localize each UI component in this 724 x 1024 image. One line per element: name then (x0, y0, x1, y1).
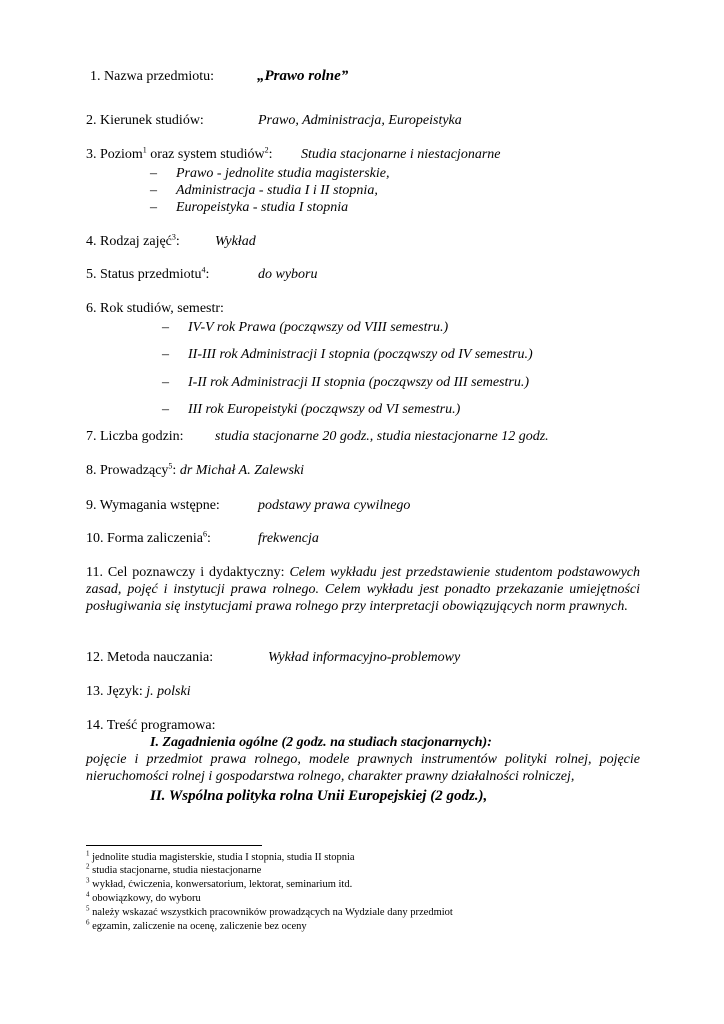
item-14-label: 14. Treść programowa: (86, 718, 216, 733)
item-3-label-end: : (268, 147, 273, 162)
item-3-label: 3. Poziom (86, 147, 143, 162)
item-3-label-mid: oraz system studiów (146, 147, 265, 162)
item-9-label: 9. Wymagania wstępne: (86, 498, 220, 513)
item-13-label: 13. Język: (86, 684, 147, 699)
item-11-label: 11. Cel poznawczy i dydaktyczny: (86, 565, 285, 580)
item-2-label: 2. Kierunek studiów: (86, 113, 204, 128)
item-2 (86, 112, 462, 129)
item-1-label: 1. Nazwa przedmiotu: (90, 69, 215, 84)
level-bullet: – Europeistyka - studia I stopnia (150, 200, 349, 215)
item-3-value: Studia stacjonarne i niestacjonarne (301, 147, 501, 162)
year-bullet: – I-II rok Administracji II stopnia (począwszy od III semestru.) (162, 375, 530, 390)
item-12-label: 12. Metoda nauczania: (86, 650, 214, 665)
item-9-value: podstawy prawa cywilnego (258, 498, 411, 513)
item-1 (90, 68, 349, 85)
section-heading-2: II. Wspólna polityka rolna Unii Europejskiej (2 godz.), (150, 788, 488, 804)
item-4: 4. Rodzaj zajęć$^3$: Wykład (86, 232, 256, 249)
item-4-label: 4. Rodzaj zajęć (86, 234, 172, 249)
item-12 (86, 649, 461, 666)
item-8-label: 8. Prowadzący (86, 463, 169, 478)
item-10: 10. Forma zaliczenia$^6$: frekwencja (86, 529, 319, 546)
item-7-value: studia stacjonarne 20 godz., studia niestacjonarne 12 godz. (215, 429, 549, 444)
level-bullet: – Prawo - jednolite studia magisterskie, (150, 166, 390, 181)
year-bullet: – III rok Europeistyki (począwszy od VI semestru.) (162, 402, 461, 417)
year-bullet: – II-III rok Administracji I stopnia (począwszy od IV semestru.) (162, 347, 533, 362)
footnote-ref-1: 1 (142, 145, 147, 155)
footnote-6: $^6$ egzamin, zaliczenie na ocenę, zaliczenie bez oceny (86, 918, 307, 932)
footnote-5: $^5$ należy wskazać wszystkich pracowników prowadzących na Wydziale dany przedmiot (86, 904, 453, 918)
item-5-label: 5. Status przedmiotu (86, 267, 202, 282)
item-13-value: j. polski (146, 684, 191, 699)
item-8: 8. Prowadzący$^5$: dr Michał A. Zalewski (86, 461, 304, 478)
item-8-value: dr Michał A. Zalewski (179, 463, 304, 478)
footnote-ref-3: 3 (171, 232, 176, 242)
item-4-value: Wykład (215, 234, 256, 249)
item-10-value: frekwencja (258, 531, 319, 546)
item-11-value: Celem wykładu jest przedstawienie studentom podstawowych zasad, pojęć i instytucji prawa rolnego. Celem wykładu jest ponadto przekazanie umiejętności posługiwania się instytucjami prawa rolnego przy interpretacji obowiązujących norm prawnych. (86, 565, 641, 614)
footnote-2: $^2$ studia stacjonarne, studia niestacjonarne (86, 862, 262, 876)
section-heading-1: I. Zagadnienia ogólne (2 godz. na studiach stacjonarnych): (150, 735, 492, 750)
item-1-value: „Prawo rolne” (257, 68, 349, 84)
footnote-ref-6: 6 (203, 529, 208, 539)
footnote-3: $^3$ wykład, ćwiczenia, konwersatorium, lektorat, seminarium itd. (86, 876, 353, 890)
item-14 (86, 717, 216, 734)
footnote-ref-2: 2 (264, 145, 269, 155)
footnote-4: $^4$ obowiązkowy, do wyboru (86, 890, 201, 904)
item-5: 5. Status przedmiotu$^4$: do wyboru (86, 265, 318, 282)
item-3 (86, 145, 501, 163)
item-7 (86, 428, 549, 445)
item-13 (86, 683, 191, 700)
item-2-value: Prawo, Administracja, Europeistyka (258, 113, 462, 128)
footnote-1: $^1$ jednolite studia magisterskie, studia I stopnia, studia II stopnia (86, 849, 355, 863)
footnote-ref-5: 5 (168, 461, 173, 471)
section-text-1: pojęcie i przedmiot prawa rolnego, modele prawnych instrumentów polityki rolnej, pojęcie nieruchomości rolnej i gospodarstwa rolnego, charakter prawny działalności rolniczej, (86, 752, 640, 784)
item-7-label: 7. Liczba godzin: (86, 429, 184, 444)
item-5-value: do wyboru (258, 267, 318, 282)
item-11 (86, 564, 640, 615)
level-bullet: – Administracja - studia I i II stopnia, (150, 183, 378, 198)
item-10-label: 10. Forma zaliczenia (86, 531, 204, 546)
item-6 (86, 300, 224, 317)
item-9 (86, 497, 411, 514)
footnote-ref-4: 4 (201, 265, 206, 275)
item-12-value: Wykład informacyjno-problemowy (268, 650, 461, 665)
item-6-label: 6. Rok studiów, semestr: (86, 301, 224, 316)
year-bullet: – IV-V rok Prawa (począwszy od VIII semestru.) (162, 320, 449, 335)
footnote-separator (86, 845, 262, 846)
